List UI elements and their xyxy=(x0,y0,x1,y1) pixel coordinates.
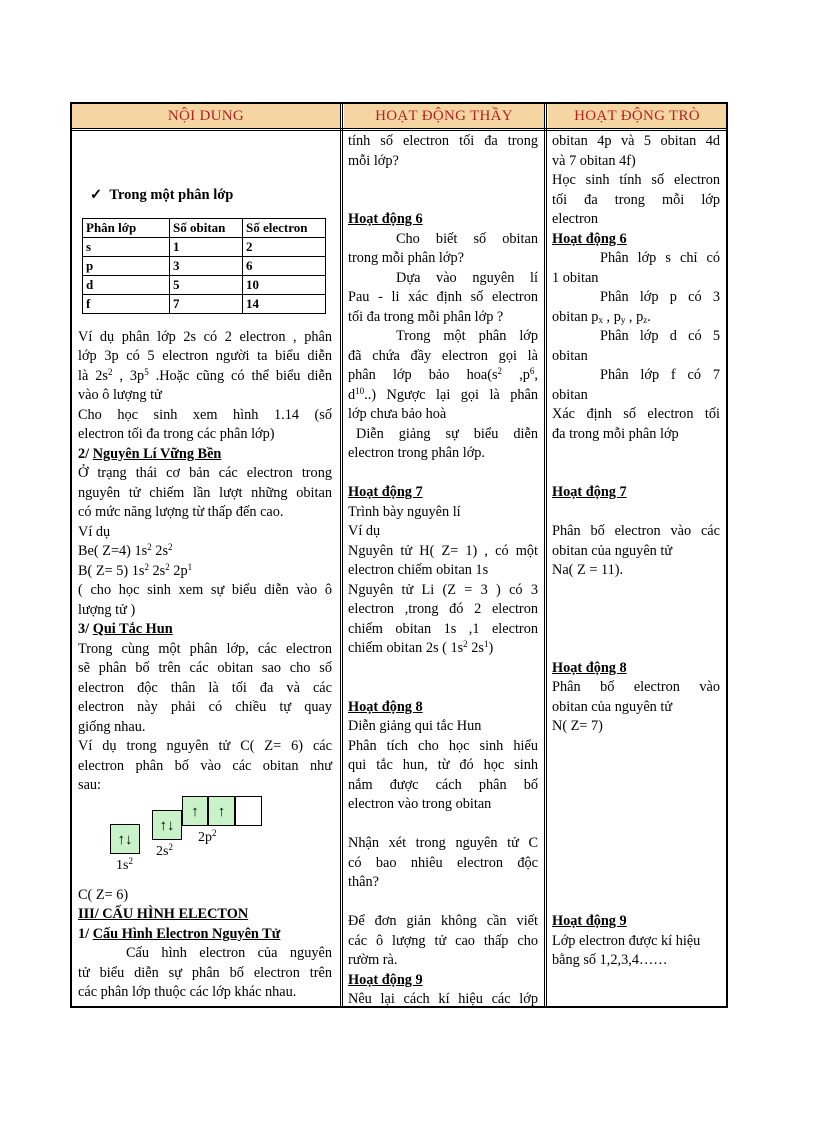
paragraph-text: 1 obitan xyxy=(552,269,599,286)
orbital-2p-3 xyxy=(235,796,262,826)
paragraph-text: rườm rà. xyxy=(348,952,398,968)
paragraph-text: sau: xyxy=(78,777,102,793)
paragraph-text: obitan của nguyên tử xyxy=(552,542,673,559)
table-header-row: Phân lớp Số obitan Số electron xyxy=(83,218,326,237)
paragraph-text: obitan 4p và 5 obitan 4d xyxy=(552,133,720,149)
config-b: B( Z= 5) $1s^2$ $2s^2$ $2p^1$ xyxy=(78,561,193,579)
subshell-table xyxy=(82,218,326,314)
paragraph-text: Dựa vào nguyên lí xyxy=(396,269,538,286)
paragraph-text: electron chiếm obitan 1s xyxy=(348,562,489,578)
paragraph-text: Học sinh tính số electron xyxy=(552,172,720,188)
paragraph-text: N( Z= 7) xyxy=(552,718,603,734)
paragraph-text: electron ,trong đó 2 electron xyxy=(348,601,538,617)
table-row: s 1 2 xyxy=(83,237,326,256)
paragraph-text: Ví dụ xyxy=(78,523,111,540)
paragraph-text: Phân bố electron vào các xyxy=(552,523,720,539)
paragraph-text: Ví dụ trong nguyên tử C( Z= 6) các xyxy=(78,738,332,754)
paragraph-text: Phân bố electron vào xyxy=(552,679,720,695)
paragraph-text: Trong cùng một phân lớp, các electron xyxy=(78,640,332,657)
paragraph-text: Trong một phân lớp xyxy=(396,328,538,344)
paragraph-text: tối đa trong mỗi lớp xyxy=(552,191,720,208)
paragraph-text: qui tắc hun, từ đó học sinh xyxy=(348,757,538,773)
paragraph-text: thân? xyxy=(348,874,379,890)
table-row: d 5 10 xyxy=(83,275,326,294)
paragraph-text: tối đa trong mỗi phân lớp ? xyxy=(348,308,504,325)
student-activity-column xyxy=(552,132,720,971)
section-1-heading: 1/ Cấu Hình Electron Nguyên Tử xyxy=(78,925,281,942)
section-2-heading: 2/ Nguyên Lí Vững Bền xyxy=(78,445,222,462)
paragraph-text: Phân lớp s chỉ có xyxy=(600,250,720,266)
paragraph-text: sẽ phân bố trên các obitan sao cho số xyxy=(78,660,332,676)
paragraph-text: electron trong phân lớp. xyxy=(348,445,485,461)
carbon-label: C( Z= 6) xyxy=(78,886,129,903)
section-III-heading: III/ CẤU HÌNH ELECTON xyxy=(78,906,249,922)
orbital-2p-2: ↑ xyxy=(208,796,235,826)
activity-7-heading: Hoạt động 7 xyxy=(552,484,627,500)
paragraph-text: các phân lớp thuộc các lớp khác nhau. xyxy=(78,984,297,1000)
example-text: Cho học sinh xem hình 1.14 (số xyxy=(78,406,332,423)
section-3-heading: 3/ Qui Tắc Hun xyxy=(78,621,173,637)
paragraph-text: tử biểu diễn sự phân bố electron trên xyxy=(78,964,332,981)
activity-9-heading: Hoạt động 9 xyxy=(348,971,423,988)
paragraph-text: lớp chưa bảo hoà xyxy=(348,406,447,422)
table-row: f 7 14 xyxy=(83,294,326,313)
paragraph-text: Ở trạng thái cơ bản các electron trong xyxy=(78,465,332,481)
paragraph-text: Pau - li xác định số electron xyxy=(348,289,538,305)
paragraph-text: Diễn giảng sự biểu diễn xyxy=(356,425,538,442)
lesson-table xyxy=(70,102,728,1008)
paragraph-text: Phân lớp f có 7 xyxy=(600,367,720,383)
paragraph-text: Nhận xét trong nguyên tử C xyxy=(348,835,538,851)
paragraph-text: chiếm obitan 1s ,1 electron xyxy=(348,620,538,637)
paragraph-text: và 7 obitan 4f) xyxy=(552,152,636,169)
paragraph-text: nguyên tử chiếm lần lượt những obitan xyxy=(78,484,332,501)
paragraph-text: Trình bày nguyên lí xyxy=(348,503,461,520)
paragraph-text: giống nhau. xyxy=(78,718,146,735)
paragraph-text: Na( Z = 11). xyxy=(552,562,624,578)
paragraph-text: Nguyên tử Li (Z = 3 ) có 3 xyxy=(348,581,538,598)
activity-9-heading: Hoạt động 9 xyxy=(552,913,627,929)
paragraph-text: ( cho học sinh xem sự biểu diễn vào ô xyxy=(78,582,332,598)
paragraph-text: electron xyxy=(552,211,599,227)
paragraph-text: electron này phải có chiều tự quay xyxy=(78,699,332,715)
paragraph-text: obitan $p_x$ , $p_y$ , $p_z$. xyxy=(552,308,651,325)
paragraph-text: Phân lớp p có 3 xyxy=(600,289,720,305)
paragraph-text: $d^{10}$..) Ngược lại gọi là phân xyxy=(348,385,538,403)
paragraph-text: obitan của nguyên tử xyxy=(552,698,673,715)
paragraph-text: nắm được cách phân bố xyxy=(348,776,538,793)
activity-6-heading: Hoạt động 6 xyxy=(552,230,627,247)
paragraph-text: Cho biết số obitan xyxy=(396,230,538,247)
activity-8-heading: Hoạt động 8 xyxy=(348,698,423,715)
content-column xyxy=(78,132,332,1003)
orbital-1s-label: $1s^2$ xyxy=(116,855,133,873)
paragraph-text: phân lớp bảo $hoa(s^2$ $,p^6$, xyxy=(348,366,538,383)
subshell-heading: ✓ Trong một phân lớp xyxy=(90,187,234,203)
paragraph-text: Nguyên tử H( Z= 1) , có một xyxy=(348,542,538,559)
paragraph-text: có mức năng lượng từ thấp đến cao. xyxy=(78,504,284,520)
orbital-2s: ↑↓ xyxy=(152,810,182,840)
paragraph-text: Để đơn giản không cần viết xyxy=(348,913,538,929)
column-divider-1 xyxy=(340,104,343,1006)
example-text: vào ô lượng tử xyxy=(78,387,162,403)
config-be: Be( Z=4) $1s^2$ $2s^2$ xyxy=(78,542,173,559)
header-hoat-dong-tro: HOẠT ĐỘNG TRÒ xyxy=(548,104,726,128)
header-hoat-dong-thay: HOẠT ĐỘNG THẦY xyxy=(344,104,544,128)
paragraph-text: electron độc thân là tối đa và các xyxy=(78,679,332,696)
paragraph-text: Nêu lại cách kí hiệu các lớp xyxy=(348,991,538,1007)
orbital-diagram xyxy=(78,796,332,886)
paragraph-text: Diễn giảng qui tắc Hun xyxy=(348,718,482,734)
orbital-1s: ↑↓ xyxy=(110,824,140,854)
teacher-activity-column xyxy=(348,132,538,1010)
paragraph-text: bằng số 1,2,3,4…… xyxy=(552,952,668,968)
paragraph-text: obitan xyxy=(552,347,588,364)
paragraph-text: lượng tử ) xyxy=(78,601,136,618)
check-icon: ✓ xyxy=(90,187,103,203)
activity-6-heading: Hoạt động 6 xyxy=(348,211,423,227)
paragraph-text: Xác định số electron tối xyxy=(552,406,720,422)
orbital-2p-1: ↑ xyxy=(182,796,208,826)
activity-8-heading: Hoạt động 8 xyxy=(552,659,627,676)
example-text: Ví dụ phân lớp 2s có 2 electron , phân xyxy=(78,328,332,345)
header-noi-dung: NỘI DUNG xyxy=(72,104,340,128)
activity-7-heading: Hoạt động 7 xyxy=(348,484,423,500)
paragraph-text: tính số electron tối đa trong xyxy=(348,133,538,149)
example-text: là $2s^2$ , $3p^5$ .Hoặc cũng có thể biểu diễn xyxy=(78,366,332,384)
example-text: electron tối đa trong các phân lớp) xyxy=(78,426,275,442)
orbital-2p-label: $2p^2$ xyxy=(198,827,217,845)
paragraph-text: Phân tích cho học sinh hiểu xyxy=(348,737,538,754)
orbital-2s-label: $2s^2$ xyxy=(156,841,173,859)
paragraph-text: trong mỗi phân lớp? xyxy=(348,250,464,266)
paragraph-text: Cấu hình electron của nguyên xyxy=(126,945,332,961)
paragraph-text: đa trong mỗi phân lớp xyxy=(552,425,679,442)
paragraph-text: các ô lượng tử cao thấp cho xyxy=(348,932,538,949)
paragraph-text: đã chứa đầy electron gọi là xyxy=(348,347,538,364)
column-divider-2 xyxy=(544,104,547,1006)
paragraph-text: Ví dụ xyxy=(348,523,381,539)
paragraph-text: electron vào trong obitan xyxy=(348,796,492,812)
paragraph-text: có bao nhiêu electron độc xyxy=(348,854,538,871)
header-row xyxy=(72,104,726,131)
paragraph-text: Phân lớp d có 5 xyxy=(600,328,720,344)
paragraph-text: obitan xyxy=(552,386,588,403)
table-row: p 3 6 xyxy=(83,256,326,275)
paragraph-text: electron phân bố vào các obitan như xyxy=(78,757,332,774)
example-text: lớp 3p có 5 electron người ta biểu diễn xyxy=(78,348,332,364)
paragraph-text: Lớp electron được kí hiệu xyxy=(552,932,701,949)
paragraph-text: chiếm obitan 2s ( $1s^2$ $2s^1$) xyxy=(348,639,494,656)
paragraph-text: mỗi lớp? xyxy=(348,152,399,169)
